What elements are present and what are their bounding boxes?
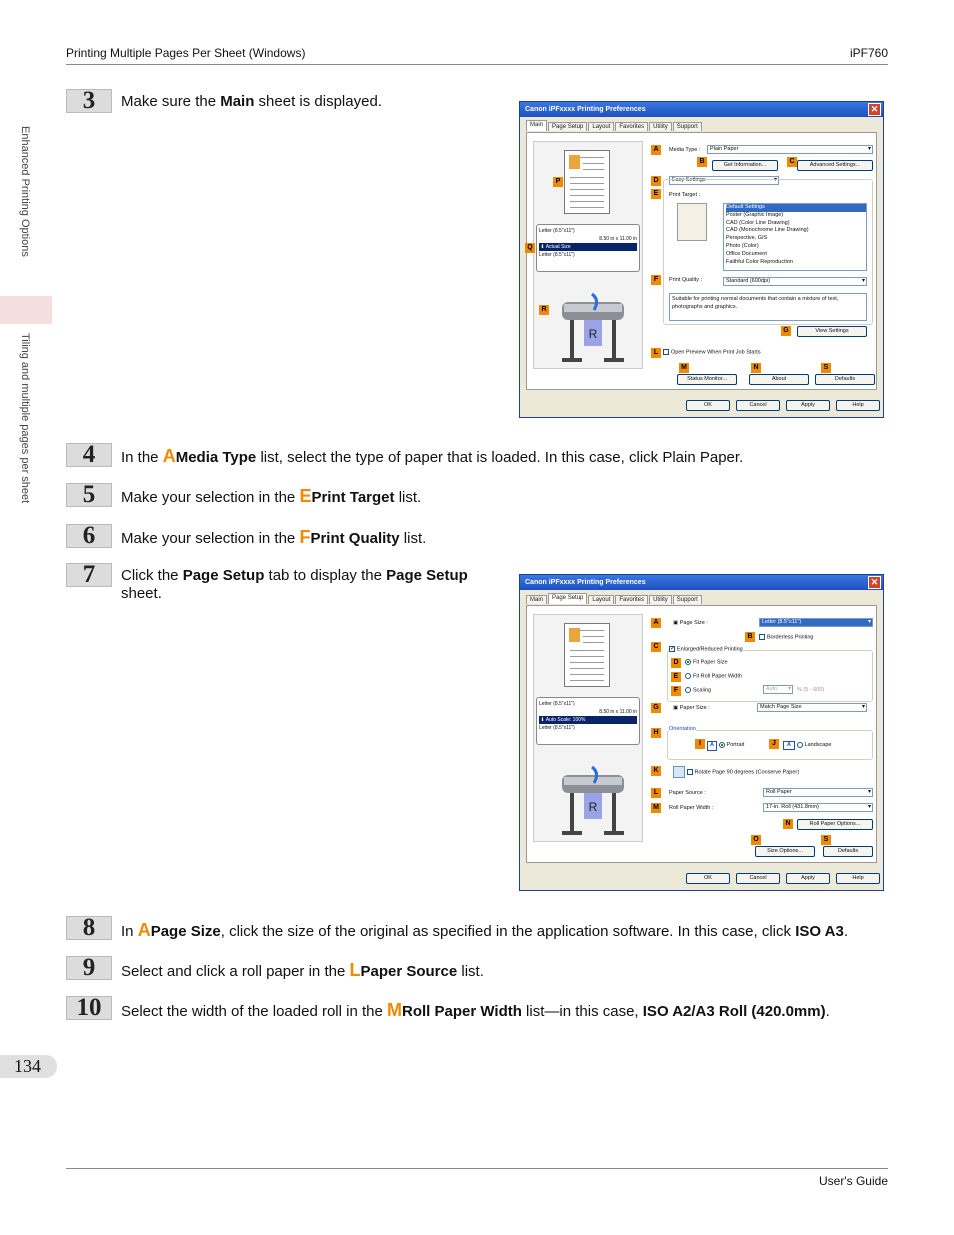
preview-pane bbox=[533, 141, 643, 369]
marker-d: D bbox=[671, 658, 681, 668]
tab-page-setup[interactable]: Page Setup bbox=[548, 122, 587, 131]
step-number: 4 bbox=[66, 443, 112, 467]
page-setup-panel bbox=[526, 605, 877, 863]
cancel-button[interactable]: Cancel bbox=[736, 873, 780, 884]
tab-support[interactable]: Support bbox=[673, 595, 702, 604]
roll-paper-options-button[interactable]: Roll Paper Options... bbox=[797, 819, 873, 830]
marker-o: O bbox=[751, 835, 761, 845]
marker-c: C bbox=[787, 157, 797, 167]
tab-favorites[interactable]: Favorites bbox=[615, 595, 648, 604]
defaults-button[interactable]: Defaults bbox=[815, 374, 875, 385]
print-quality-label: Print Quality : bbox=[669, 277, 703, 283]
preview-pane bbox=[533, 614, 643, 842]
step-text: Click the Page Setup tab to display the Page Setup sheet. bbox=[121, 567, 468, 602]
document-preview bbox=[564, 623, 610, 687]
step-text: In the AMedia Type list, select the type of paper that is loaded. In this case, click Plain Paper. bbox=[121, 446, 744, 466]
defaults-button[interactable]: Defaults bbox=[823, 846, 873, 857]
print-quality-dropdown[interactable]: Standard (600dpi) ▾ bbox=[723, 277, 867, 286]
photo-thumbnail bbox=[569, 628, 580, 642]
rotate-checkbox[interactable]: Rotate Page 90 degrees (Conserve Paper) bbox=[673, 766, 799, 778]
size-options-button[interactable]: Size Options... bbox=[755, 846, 815, 857]
step-text: Select and click a roll paper in the LPaper Source list. bbox=[121, 960, 484, 980]
roll-width-dropdown[interactable]: 17-in. Roll (431.8mm) ▾ bbox=[763, 803, 873, 812]
scaling-range: % (5 - 600) bbox=[797, 687, 825, 693]
close-icon[interactable]: ✕ bbox=[868, 576, 881, 589]
ok-button[interactable]: OK bbox=[686, 400, 730, 411]
preview-size-box: Letter (8.5"x11") 8.50 in x 11.00 in ⬇ Auto Scale: 100% Letter (8.5"x11") bbox=[536, 697, 640, 745]
tab-utility[interactable]: Utility bbox=[649, 595, 672, 604]
landscape-radio[interactable]: A Landscape bbox=[783, 741, 831, 750]
photo-thumbnail bbox=[569, 155, 580, 169]
step-text: Make your selection in the EPrint Target list. bbox=[121, 486, 422, 506]
dialog-buttons bbox=[520, 873, 883, 885]
marker-b: B bbox=[697, 157, 707, 167]
sidebar-section: Enhanced Printing Options bbox=[19, 126, 31, 257]
apply-button[interactable]: Apply bbox=[786, 873, 830, 884]
easy-settings-dropdown[interactable]: Easy Settings ▾ bbox=[669, 176, 779, 185]
marker-l: L bbox=[651, 348, 661, 358]
page-size-label: ▣ Page Size : bbox=[673, 620, 708, 626]
help-button[interactable]: Help bbox=[836, 400, 880, 411]
sidebar-band bbox=[0, 296, 52, 324]
step-text: Make your selection in the FPrint Quality list. bbox=[121, 527, 427, 547]
list-item[interactable]: Default Settings bbox=[726, 204, 866, 212]
header-title: Printing Multiple Pages Per Sheet (Windows) bbox=[66, 46, 306, 60]
marker-m: M bbox=[679, 363, 689, 373]
marker-a: A bbox=[651, 618, 661, 628]
media-type-dropdown[interactable]: Plain Paper ▾ bbox=[707, 145, 873, 154]
printing-preferences-dialog-main bbox=[519, 101, 884, 418]
open-preview-checkbox[interactable]: Open Preview When Print Job Starts bbox=[663, 349, 761, 355]
page-number: 134 bbox=[0, 1055, 57, 1078]
marker-m: M bbox=[651, 803, 661, 813]
marker-c: C bbox=[651, 642, 661, 652]
cancel-button[interactable]: Cancel bbox=[736, 400, 780, 411]
fit-paper-size-radio[interactable]: Fit Paper Size bbox=[685, 659, 728, 665]
step-number: 7 bbox=[66, 563, 112, 587]
tab-favorites[interactable]: Favorites bbox=[615, 122, 648, 131]
marker-p: P bbox=[553, 177, 563, 187]
page-size-dropdown[interactable]: Letter (8.5"x11") ▾ bbox=[759, 618, 873, 627]
step-number: 5 bbox=[66, 483, 112, 507]
about-button[interactable]: About bbox=[749, 374, 809, 385]
paper-source-label: Paper Source : bbox=[669, 790, 706, 796]
marker-f: F bbox=[671, 686, 681, 696]
marker-b: B bbox=[745, 632, 755, 642]
footer-guide: User's Guide bbox=[819, 1174, 888, 1188]
tab-support[interactable]: Support bbox=[673, 122, 702, 131]
step-text: In APage Size, click the size of the original as specified in the application software. In this case, click ISO A3. bbox=[121, 920, 848, 940]
document-preview bbox=[564, 150, 610, 214]
tab-layout[interactable]: Layout bbox=[588, 595, 614, 604]
preview-size-box: Letter (8.5"x11") 8.50 in x 11.00 in ⬇ Actual Size Letter (8.5"x11") bbox=[536, 224, 640, 272]
list-item[interactable]: Poster (Graphic Image) bbox=[726, 211, 784, 218]
step-text: Make sure the Main sheet is displayed. bbox=[121, 93, 382, 110]
scaling-input[interactable]: Auto ▾ bbox=[763, 685, 793, 694]
printing-preferences-dialog-page-setup bbox=[519, 574, 884, 891]
tab-main[interactable]: Main bbox=[526, 595, 547, 604]
tab-main[interactable]: Main bbox=[526, 120, 547, 131]
paper-source-dropdown[interactable]: Roll Paper ▾ bbox=[763, 788, 873, 797]
printer-illustration bbox=[544, 755, 636, 840]
tab-utility[interactable]: Utility bbox=[649, 122, 672, 131]
list-item[interactable]: CAD (Color Line Drawing) bbox=[726, 219, 790, 226]
svg-text:R: R bbox=[588, 327, 598, 341]
marker-s: S bbox=[821, 363, 831, 373]
list-item[interactable]: Faithful Color Reproduction bbox=[726, 258, 793, 265]
step-number: 8 bbox=[66, 916, 112, 940]
portrait-radio[interactable]: A Portrait bbox=[707, 741, 744, 751]
marker-h: H bbox=[651, 728, 661, 738]
close-icon[interactable]: ✕ bbox=[868, 103, 881, 116]
marker-e: E bbox=[651, 189, 661, 199]
sidebar-subsection: Tiling and multiple pages per sheet bbox=[19, 333, 31, 504]
marker-d: D bbox=[651, 176, 661, 186]
svg-text:R: R bbox=[588, 800, 598, 814]
marker-n: N bbox=[783, 819, 793, 829]
tab-layout[interactable]: Layout bbox=[588, 122, 614, 131]
view-settings-button[interactable]: View Settings bbox=[797, 326, 867, 337]
main-panel bbox=[526, 132, 877, 390]
dialog-titlebar: Canon iPFxxxx Printing Preferences ✕ bbox=[520, 102, 883, 117]
marker-k: K bbox=[651, 766, 661, 776]
step-number: 3 bbox=[66, 89, 112, 113]
status-monitor-button[interactable]: Status Monitor... bbox=[677, 374, 737, 385]
marker-a: A bbox=[651, 145, 661, 155]
print-target-list[interactable] bbox=[723, 203, 867, 271]
scaling-radio[interactable]: Scaling bbox=[685, 687, 711, 693]
print-target-thumbnail bbox=[677, 203, 707, 241]
print-quality-description: Suitable for printing normal documents that contain a mixture of text, photographs and graphics. bbox=[669, 293, 867, 321]
print-target-label: Print Target : bbox=[669, 192, 701, 198]
step-number: 9 bbox=[66, 956, 112, 980]
marker-r: R bbox=[539, 305, 549, 315]
get-information-button[interactable]: Get Information... bbox=[712, 160, 778, 171]
paper-size-dropdown[interactable]: Match Page Size ▾ bbox=[757, 703, 867, 712]
step-number: 10 bbox=[66, 996, 112, 1020]
marker-n: N bbox=[751, 363, 761, 373]
header-divider bbox=[66, 64, 888, 65]
marker-l: L bbox=[651, 788, 661, 798]
enlarged-checkbox[interactable]: ✓ Enlarged/Reduced Printing bbox=[670, 646, 743, 653]
list-item[interactable]: Office Document bbox=[726, 250, 767, 257]
list-item[interactable]: CAD (Monochrome Line Drawing) bbox=[726, 227, 809, 234]
dialog-buttons bbox=[520, 400, 883, 412]
header-model: iPF760 bbox=[849, 46, 888, 60]
step-text: Select the width of the loaded roll in the MRoll Paper Width list—in this case, ISO A2/A3 Roll (420.0mm). bbox=[121, 1000, 830, 1020]
marker-s: S bbox=[821, 835, 831, 845]
borderless-checkbox[interactable]: Borderless Printing bbox=[759, 634, 813, 640]
marker-e: E bbox=[671, 672, 681, 682]
list-item[interactable]: Photo (Color) bbox=[726, 242, 759, 249]
help-button[interactable]: Help bbox=[836, 873, 880, 884]
roll-width-label: Roll Paper Width : bbox=[669, 805, 714, 811]
step-number: 6 bbox=[66, 524, 112, 548]
marker-g: G bbox=[651, 703, 661, 713]
paper-size-label: ▣ Paper Size : bbox=[673, 705, 710, 711]
marker-f: F bbox=[651, 275, 661, 285]
list-item[interactable]: Perspective, GIS bbox=[726, 235, 768, 242]
tab-page-setup[interactable]: Page Setup bbox=[548, 593, 587, 604]
ok-button[interactable]: OK bbox=[686, 873, 730, 884]
fit-roll-width-radio[interactable]: Fit Roll Paper Width bbox=[685, 673, 742, 679]
marker-q: Q bbox=[525, 243, 535, 253]
orientation-label: Orientation bbox=[669, 726, 696, 732]
dialog-titlebar: Canon iPFxxxx Printing Preferences ✕ bbox=[520, 575, 883, 590]
footer-divider bbox=[66, 1168, 888, 1169]
marker-i: I bbox=[695, 739, 705, 749]
printer-illustration bbox=[544, 282, 636, 367]
marker-j: J bbox=[769, 739, 779, 749]
advanced-settings-button[interactable]: Advanced Settings... bbox=[797, 160, 873, 171]
apply-button[interactable]: Apply bbox=[786, 400, 830, 411]
marker-g: G bbox=[781, 326, 791, 336]
media-type-label: Media Type : bbox=[669, 147, 701, 153]
